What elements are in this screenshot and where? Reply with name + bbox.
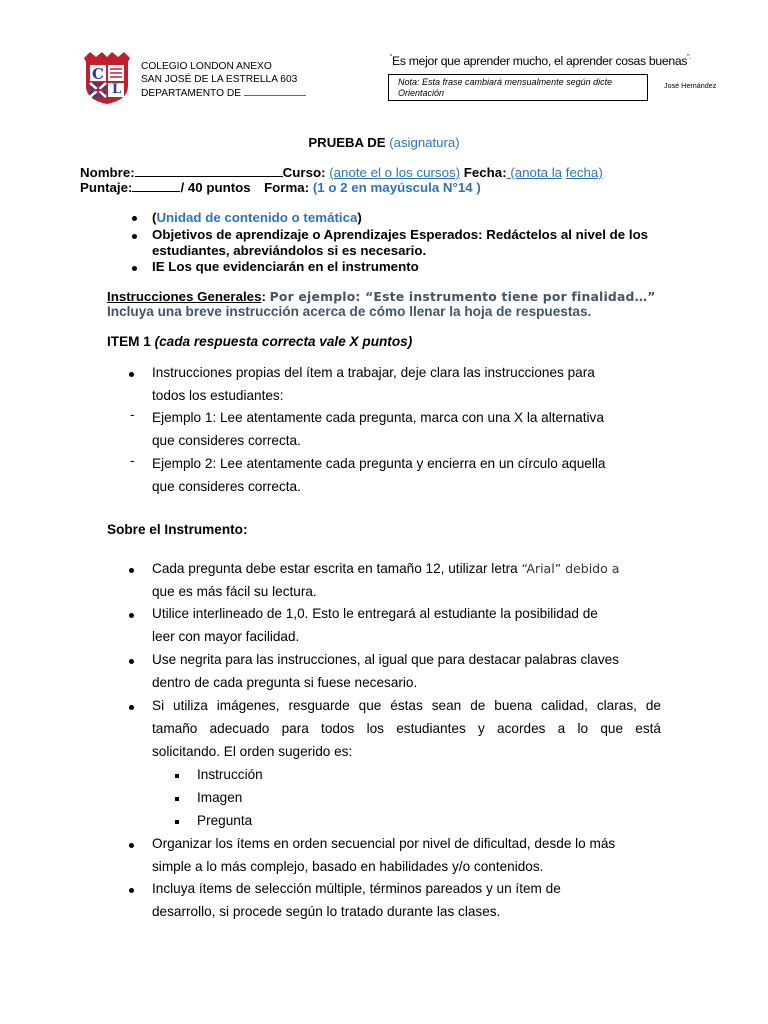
item-1-example-2 <box>152 453 605 499</box>
puntaje-value: / 40 puntos <box>180 180 251 195</box>
monthly-quote <box>390 54 691 68</box>
item-1-heading <box>107 334 412 349</box>
general-instructions-label: Instrucciones Generales <box>107 289 262 304</box>
instrument-bullet-6 <box>152 878 561 924</box>
bullet-dot <box>132 234 137 239</box>
puntaje-label: Puntaje: <box>80 180 133 195</box>
item-1-example-1 <box>152 407 604 453</box>
curso-label: Curso: <box>282 165 326 180</box>
bullet-dot <box>129 888 134 893</box>
puntaje-field[interactable] <box>132 180 180 192</box>
quote-text: Es mejor que aprender mucho, el aprender cosas buenas <box>392 54 688 68</box>
bullet-dot <box>132 266 137 271</box>
paren-open: ( <box>152 210 157 225</box>
item-1-instruction <box>152 362 595 408</box>
title-subject: (asignatura) <box>389 135 460 150</box>
text-line: solicitando. El orden sugerido es: <box>152 743 353 759</box>
quote-author: José Hernández <box>664 81 717 90</box>
text-line: desarrollo, si procede según lo tratado durante las clases. <box>152 903 501 919</box>
text-line: dentro de cada pregunta si fuese necesario. <box>152 674 418 690</box>
instrument-bullet-1 <box>152 558 619 604</box>
department-label: DEPARTAMENTO DE <box>141 88 242 99</box>
order-step-2: Imagen <box>197 790 243 805</box>
fecha-colon: : <box>502 165 507 180</box>
quote-note-box: Nota: Esta frase cambiará mensualmente según dicte Orientación <box>388 74 648 101</box>
crest-letter-c: C <box>92 65 104 83</box>
text-line: tamaño adecuado para todos los estudiantes y acordes a lo que está <box>152 720 661 736</box>
title-prefix: PRUEBA DE <box>308 135 386 150</box>
objective-ie: IE Los que evidenciarán en el instrumento <box>152 259 419 274</box>
objective-learning: Objetivos de aprendizaje o Aprendizajes Esperados: Redáctelos al nivel de los estudiantes, abreviándolos si es necesario. <box>152 227 649 258</box>
bullet-dot <box>129 568 134 573</box>
nombre-field[interactable] <box>135 165 283 177</box>
text-line: que es más fácil su lectura. <box>152 583 317 599</box>
school-address: SAN JOSÉ DE LA ESTRELLA 603 <box>141 74 298 85</box>
square-bullet <box>175 774 179 778</box>
instrument-heading: Sobre el Instrumento: <box>107 522 248 537</box>
info-row-2 <box>80 180 481 195</box>
order-step-1: Instrucción <box>197 767 263 782</box>
forma-label: Forma: <box>264 180 310 195</box>
text-line: Si utiliza imágenes, resguarde que éstas sean de buena calidad, claras, de <box>152 698 661 713</box>
department-blank <box>244 86 306 96</box>
text-line: Utilice interlineado de 1,0. Esto le entregará al estudiante la posibilidad de <box>152 606 598 621</box>
forma-value: (1 o 2 en mayúscula N°14 ) <box>312 180 481 195</box>
page-title <box>0 135 768 150</box>
order-step-3: Pregunta <box>197 813 253 828</box>
school-name: COLEGIO LONDON ANEXO <box>141 61 272 72</box>
unit-text: Unidad de contenido o temática <box>156 210 358 225</box>
info-row-1 <box>80 165 603 180</box>
bullet-dot <box>129 705 134 710</box>
bullet-dot <box>129 843 134 848</box>
bullet-dot <box>132 216 137 221</box>
bullet-dot <box>129 613 134 618</box>
instrument-bullet-4 <box>152 695 661 763</box>
quote-close-mark: ”. <box>687 54 691 61</box>
square-bullet <box>175 820 179 824</box>
instrument-bullet-3 <box>152 649 619 695</box>
square-bullet <box>175 797 179 801</box>
fecha-label: Fecha <box>463 165 503 180</box>
instrument-bullet-2 <box>152 603 598 649</box>
general-instructions-colon: : <box>261 289 266 304</box>
text-line <box>152 558 619 581</box>
fecha-value-2: fecha) <box>565 165 603 180</box>
bullet-dot <box>129 659 134 664</box>
text-line: todos los estudiantes: <box>152 387 284 403</box>
objective-unit <box>152 210 362 226</box>
text-line: que consideres correcta. <box>152 432 301 448</box>
paren-close: ) <box>357 210 362 225</box>
text-line: Ejemplo 1: Lee atentamente cada pregunta, marca con una X la alternativa <box>152 410 604 425</box>
nombre-label: Nombre: <box>80 165 135 180</box>
dash-marker: - <box>130 407 135 422</box>
school-info <box>141 60 306 100</box>
text-segment: Cada pregunta debe estar escrita en tamaño 12, utilizar letra <box>152 561 518 576</box>
general-instructions-line2: Incluya una breve instrucción acerca de cómo llenar la hoja de respuestas. <box>107 304 592 319</box>
text-line: Organizar los ítems en orden secuencial por nivel de dificultad, desde lo más <box>152 836 616 851</box>
arial-word: “Arial” debido a <box>521 561 620 576</box>
text-line: Ejemplo 2: Lee atentamente cada pregunta y encierra en un círculo aquella <box>152 456 606 471</box>
text-line: simple a lo más complejo, basado en habilidades y/o contenidos. <box>152 858 544 874</box>
text-line: Use negrita para las instrucciones, al igual que para destacar palabras claves <box>152 652 619 667</box>
fecha-value-1: (anota la <box>506 165 563 180</box>
text-line: que consideres correcta. <box>152 478 301 494</box>
item-1-label: ITEM 1 <box>107 334 151 349</box>
text-line: leer con mayor facilidad. <box>152 628 300 644</box>
text-line: Instrucciones propias del ítem a trabajar, deje clara las instrucciones para <box>152 365 595 380</box>
item-1-note: (cada respuesta correcta vale X puntos) <box>154 334 413 349</box>
curso-value: (anote el o los cursos) <box>329 165 461 180</box>
crest-letter-l: L <box>112 82 122 97</box>
bullet-dot <box>129 372 134 377</box>
school-crest-logo <box>82 52 132 104</box>
quote-open-mark: “ <box>390 54 393 61</box>
text-line: Incluya ítems de selección múltiple, términos pareados y un ítem de <box>152 881 561 896</box>
dash-marker: - <box>130 453 135 468</box>
general-instructions-example: Por ejemplo: “Este instrumento tiene por finalidad…” <box>269 289 656 304</box>
school-department <box>141 86 306 100</box>
instrument-bullet-5 <box>152 833 615 879</box>
